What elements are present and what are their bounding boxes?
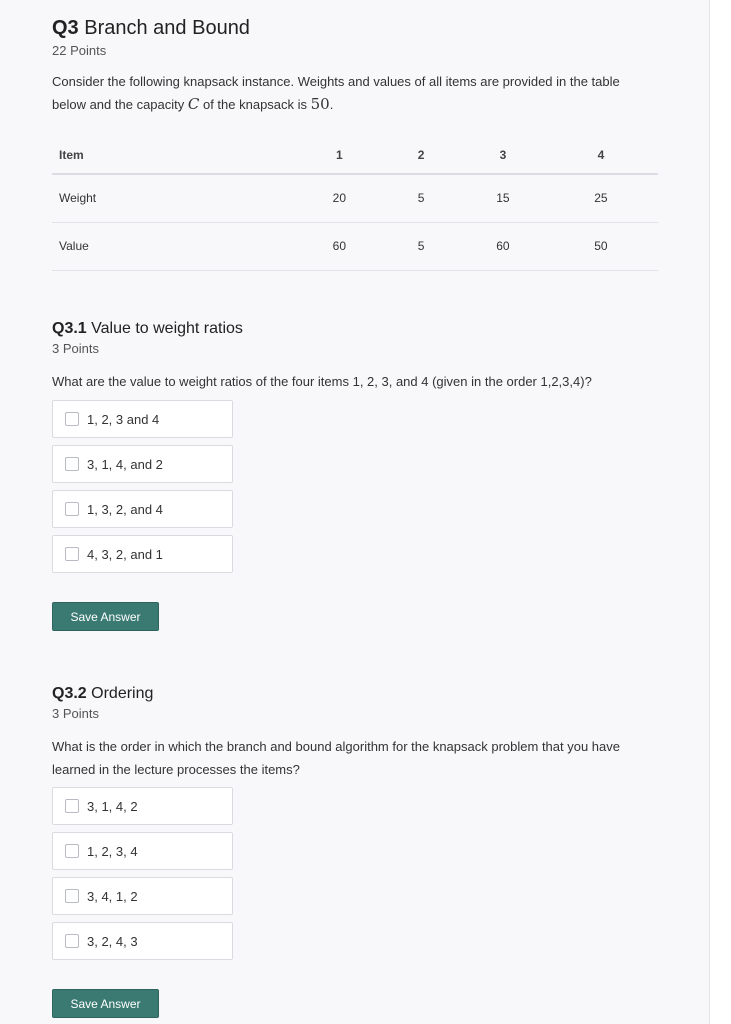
checkbox-icon[interactable]	[65, 457, 79, 471]
q31-title	[52, 318, 243, 340]
table-header-cell: 3	[462, 136, 544, 174]
table-cell: 15	[462, 174, 544, 222]
q3-points: 22 Points	[52, 43, 107, 58]
q32-option[interactable]	[52, 832, 233, 870]
option-label: 3, 1, 4, 2	[87, 798, 138, 814]
q31-header	[52, 318, 243, 358]
q32-options	[52, 787, 233, 967]
q32-save-button[interactable]: Save Answer	[52, 989, 159, 1018]
table-cell: 60	[462, 222, 544, 270]
table-row-value	[52, 222, 658, 270]
checkbox-icon[interactable]	[65, 502, 79, 516]
q31-option[interactable]	[52, 490, 233, 528]
table-header-cell: 2	[380, 136, 462, 174]
option-label: 1, 2, 3 and 4	[87, 411, 160, 427]
table-cell: 20	[298, 174, 380, 222]
q32-number: Q3.2	[52, 685, 87, 702]
capacity-variable: C	[187, 95, 200, 113]
table-header-row	[52, 136, 658, 174]
table-cell: 60	[298, 222, 380, 270]
q32-prompt: What is the order in which the branch and bound algorithm for the knapsack problem that you have learned in the lecture processes the items?	[52, 739, 620, 777]
q32-title	[52, 683, 153, 705]
q31-option[interactable]	[52, 400, 233, 438]
option-label: 1, 2, 3, 4	[87, 843, 138, 859]
q31-save-button[interactable]: Save Answer	[52, 602, 159, 631]
q31-option[interactable]	[52, 445, 233, 483]
q31-option[interactable]	[52, 535, 233, 573]
capacity-value: 50	[310, 95, 330, 113]
option-label: 3, 2, 4, 3	[87, 933, 138, 949]
table-cell: 25	[544, 174, 658, 222]
q3-header	[52, 14, 250, 60]
q32-header	[52, 683, 153, 723]
option-label: 1, 3, 2, and 4	[87, 501, 163, 517]
checkbox-icon[interactable]	[65, 844, 79, 858]
checkbox-icon[interactable]	[65, 412, 79, 426]
q32-title-text: Ordering	[91, 685, 154, 702]
q32-points: 3 Points	[52, 706, 99, 721]
table-row-weight	[52, 174, 658, 222]
q3-title-text: Branch and Bound	[84, 17, 250, 39]
option-label: 4, 3, 2, and 1	[87, 546, 163, 562]
q31-prompt: What are the value to weight ratios of the four items 1, 2, 3, and 4 (given in the order 1,2,3,4)?	[52, 374, 592, 389]
table-row-label: Weight	[52, 174, 298, 222]
q31-title-text: Value to weight ratios	[91, 320, 243, 337]
checkbox-icon[interactable]	[65, 889, 79, 903]
knapsack-table	[52, 136, 658, 271]
q31-options	[52, 400, 233, 580]
table-cell: 50	[544, 222, 658, 270]
option-label: 3, 1, 4, and 2	[87, 456, 163, 472]
option-label: 3, 4, 1, 2	[87, 888, 138, 904]
table-cell: 5	[380, 222, 462, 270]
table-row-label: Value	[52, 222, 298, 270]
q32-option[interactable]	[52, 787, 233, 825]
table-header-cell: 4	[544, 136, 658, 174]
q31-points: 3 Points	[52, 341, 99, 356]
q3-title	[52, 14, 250, 42]
checkbox-icon[interactable]	[65, 934, 79, 948]
q32-option[interactable]	[52, 922, 233, 960]
q32-option[interactable]	[52, 877, 233, 915]
q3-number: Q3	[52, 17, 79, 39]
checkbox-icon[interactable]	[65, 547, 79, 561]
q31-number: Q3.1	[52, 320, 87, 337]
checkbox-icon[interactable]	[65, 799, 79, 813]
table-header-cell: 1	[298, 136, 380, 174]
table-cell: 5	[380, 174, 462, 222]
q3-prompt: Consider the following knapsack instance. Weights and values of all items are provided in the table below and the capacity C of the knapsack is 50.	[52, 74, 620, 113]
table-header-item: Item	[52, 136, 298, 174]
